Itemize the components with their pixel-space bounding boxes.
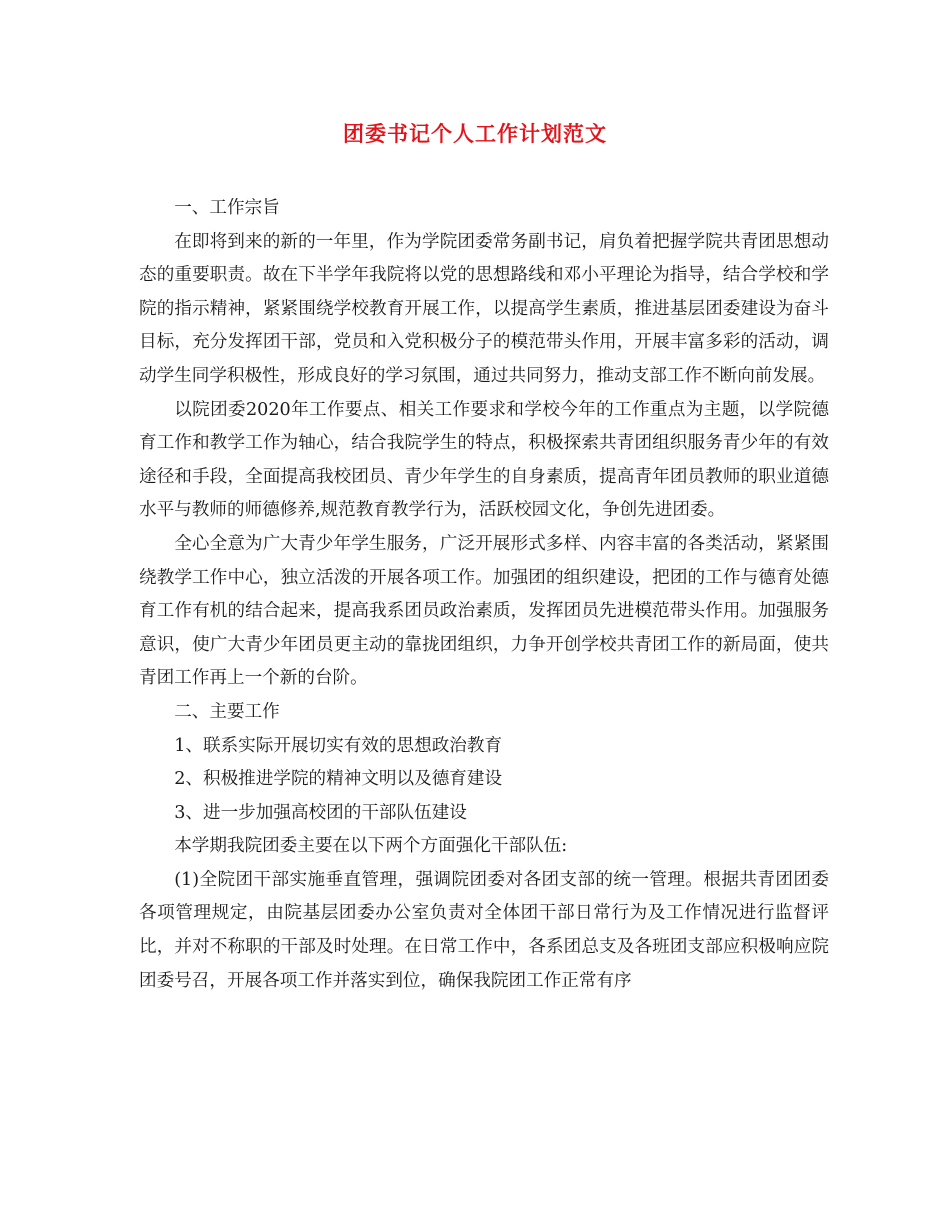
paragraph-service: 全心全意为广大青少年学生服务，广泛开展形式多样、内容丰富的各类活动，紧紧围绕教学工作中心，独立活泼的开展各项工作。加强团的组织建设，把团的工作与德育处德育工作有机的结合起来，提高我系团员政治素质，发挥团员先进模范带头作用。加强服务意识，使广大青少年团员更主动的靠拢团组织，力争开创学校共青团工作的新局面，使共青团工作再上一个新的台阶。: [139, 533, 829, 689]
section-heading-purpose: 一、工作宗旨: [174, 198, 280, 218]
document-title: 团委书记个人工作计划范文: [343, 121, 607, 146]
list-item-2: 2、积极推进学院的精神文明以及德育建设: [174, 769, 503, 790]
paragraph-theme: 以院团委2020年工作要点、相关工作要求和学校今年的工作重点为主题，以学院德育工作和教学工作为轴心，结合我院学生的特点，积极探索共青团组织服务青少年的有效途径和手段，全面提高我校团员、青少年学生的自身素质，提高青年团员教师的职业道德水平与教师的师德修养,规范教育教学行为，活跃校园文化，争创先进团委。: [139, 399, 829, 521]
document-body: [139, 192, 829, 998]
list-item-3: 3、进一步加强高校团的干部队伍建设: [174, 802, 467, 823]
list-item-1: 1、联系实际开展切实有效的思想政治教育: [174, 735, 503, 756]
paragraph-intro: 在即将到来的新的一年里，作为学院团委常务副书记，肩负着把握学院共青团思想动态的重要职责。故在下半学年我院将以党的思想路线和邓小平理论为指导，结合学校和学院的指示精神，紧紧围绕学校教育开展工作，以提高学生素质，推进基层团委建设为奋斗目标，充分发挥团干部，党员和入党积极分子的模范带头作用，开展丰富多彩的活动，调动学生同学积极性，形成良好的学习氛围，通过共同努力，推动支部工作不断向前发展。: [139, 231, 829, 386]
paragraph-cadre-intro: 本学期我院团委主要在以下两个方面强化干部队伍:: [174, 836, 568, 857]
section-heading-main-work: 二、主要工作: [174, 701, 280, 722]
paragraph-cadre-management: (1)全院团干部实施垂直管理，强调院团委对各团支部的统一管理。根据共青团团委各项管理规定，由院基层团委办公室负责对全体团干部日常行为及工作情况进行监督评比，并对不称职的干部及时处理。在日常工作中，各系团总支及各班团支部应积极响应院团委号召，开展各项工作并落实到位，确保我院团工作正常有序: [139, 869, 829, 991]
